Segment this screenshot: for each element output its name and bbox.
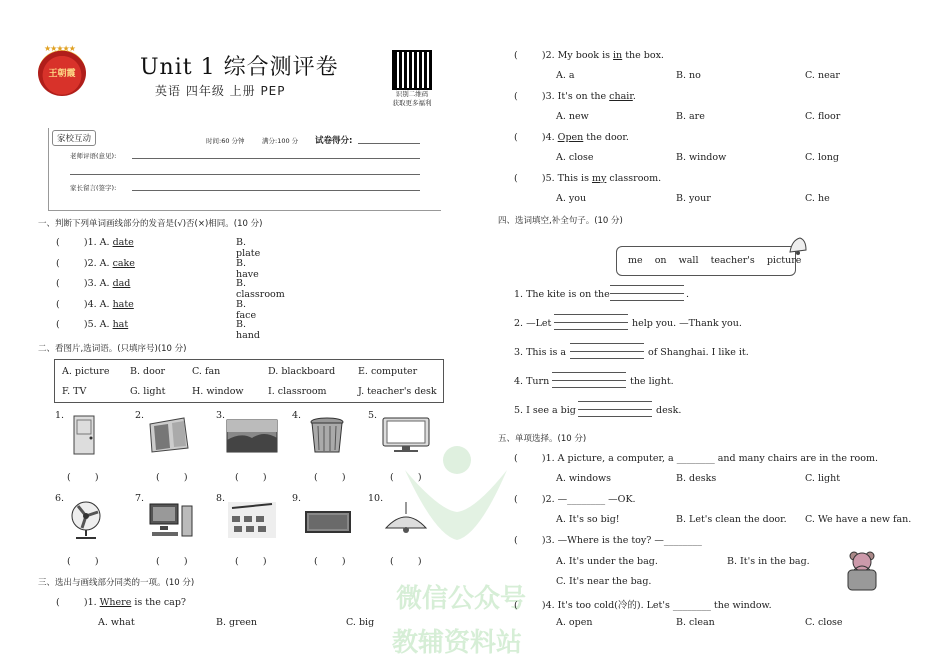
list-item xyxy=(56,298,257,321)
answer-line[interactable] xyxy=(552,387,626,388)
picture-number: 4. xyxy=(292,410,302,421)
word-a: date xyxy=(112,237,134,248)
section3-q1 xyxy=(56,597,186,608)
option-c: C. floor xyxy=(805,111,841,122)
logo-text: 王朝霞 xyxy=(48,69,76,79)
section1-list xyxy=(56,237,285,341)
word-b: B. hand xyxy=(236,319,260,341)
word-bank-item: H. window xyxy=(192,386,244,397)
picture-number: 8. xyxy=(216,493,226,504)
item-number: ( )4. A. xyxy=(56,298,113,310)
section1-heading: 一、判断下列单词画线部分的发音是(√)否(×)相同。(10 分) xyxy=(38,219,263,229)
sentence-start: 2. —Let xyxy=(514,318,552,329)
brand-logo xyxy=(38,44,86,96)
sentence-end: the light. xyxy=(630,376,674,387)
word-bank-words: me on wall teacher's picture xyxy=(628,255,802,266)
option-a: A. new xyxy=(556,111,589,122)
underlined-word: in xyxy=(613,50,623,61)
fan-icon xyxy=(66,498,112,536)
page-subtitle: 英语 四年级 上册 PEP xyxy=(155,84,286,98)
tv-icon xyxy=(380,414,426,452)
question-text: is the cap? xyxy=(131,597,187,608)
mc-question: ( )3. —Where is the toy? —________ xyxy=(514,535,702,546)
word-a: cake xyxy=(112,257,135,269)
option-a: A. It's under the bag. xyxy=(556,556,658,567)
word-a: hate xyxy=(112,298,134,310)
section2-heading: 二、看图片,选词语。(只填序号)(10 分) xyxy=(38,344,187,354)
word-bank-item: J. teacher's desk xyxy=(358,386,437,397)
option-b: B. Let's clean the door. xyxy=(676,514,787,525)
parent-message-field[interactable] xyxy=(132,190,420,191)
watermark-text-2: 教辅资料站 xyxy=(392,628,523,658)
option-b: B. clean xyxy=(676,617,715,628)
word-bank-item: A. picture xyxy=(62,366,110,377)
qr-caption-line-2: 获取更多福利 xyxy=(392,99,432,107)
item-number: ( )1. A. xyxy=(56,237,113,248)
blackboard-icon xyxy=(304,508,350,546)
question-text: ( )3. It's on the xyxy=(514,91,610,102)
underlined-word: Open xyxy=(557,132,584,143)
word-bank-item: E. computer xyxy=(358,366,418,377)
answer-line[interactable] xyxy=(570,358,644,359)
word-bank-item: G. light xyxy=(130,386,166,397)
stars-icon: ★★★★★ xyxy=(44,44,75,53)
window-icon xyxy=(144,414,190,452)
blank-mid xyxy=(578,409,652,410)
picture-number: 1. xyxy=(55,410,65,421)
question-text: ( )2. My book is xyxy=(514,50,613,61)
computer-icon xyxy=(148,500,194,538)
qr-caption xyxy=(384,90,440,108)
answer-blank[interactable]: ( ) xyxy=(390,556,422,567)
option-c: C. It's near the bag. xyxy=(556,576,652,587)
teacher-comment-field-2[interactable] xyxy=(70,174,420,175)
mc-question: ( )4. It's too cold(冷的). Let's ________ the window. xyxy=(514,600,772,611)
word-bank-item: D. blackboard xyxy=(268,366,336,377)
fill-item xyxy=(514,376,814,387)
picture-number: 9. xyxy=(292,493,302,504)
full-score-label: 满分:100 分 xyxy=(262,137,299,145)
word-b: B. plate xyxy=(236,237,261,259)
blank-mid xyxy=(610,293,684,294)
blank-mid xyxy=(552,380,626,381)
section3-q4 xyxy=(514,132,629,143)
option-a: A. a xyxy=(556,70,575,81)
option-b: B. your xyxy=(676,193,711,204)
blank-mid xyxy=(570,351,644,352)
fill-item xyxy=(514,347,814,358)
question-text: the door. xyxy=(583,132,629,143)
sentence-start: 3. This is a xyxy=(514,347,567,358)
option-b: B. desks xyxy=(676,473,717,484)
option-c: C. long xyxy=(805,152,839,163)
item-number: ( )3. A. xyxy=(56,278,113,289)
home-school-label: 家校互动 xyxy=(52,130,96,146)
section3-q3 xyxy=(514,91,636,102)
list-item xyxy=(56,319,260,341)
word-b: B. classroom xyxy=(236,278,285,300)
mc-question: ( )2. —________ —OK. xyxy=(514,494,636,505)
answer-blank[interactable]: ( ) xyxy=(156,472,188,483)
blank-top xyxy=(570,343,644,344)
blank-top xyxy=(552,372,626,373)
option-b: B. It's in the bag. xyxy=(727,556,810,567)
trash-can-icon xyxy=(304,414,350,452)
sentence-start: 1. The kite is on the xyxy=(514,289,610,300)
mc-question: ( )1. A picture, a computer, a ________ and many chairs are in the room. xyxy=(514,453,878,464)
picture-number: 3. xyxy=(216,410,226,421)
time-label: 时间:60 分钟 xyxy=(206,137,245,145)
picture-number: 6. xyxy=(55,493,65,504)
picture-number: 5. xyxy=(368,410,378,421)
score-label: 试卷得分: xyxy=(315,136,353,146)
answer-blank[interactable]: ( ) xyxy=(235,556,267,567)
answer-line[interactable] xyxy=(554,329,628,330)
watermark-text-1: 微信公众号 xyxy=(396,584,527,614)
picture-number: 10. xyxy=(368,493,384,504)
answer-blank[interactable]: ( ) xyxy=(314,556,346,567)
question-text: . xyxy=(632,91,636,102)
list-item xyxy=(56,257,259,280)
question-text: ( )4. xyxy=(514,132,558,143)
door-icon xyxy=(64,414,110,452)
question-text: classroom. xyxy=(606,173,662,184)
answer-blank[interactable]: ( ) xyxy=(235,472,267,483)
fill-item xyxy=(514,318,814,329)
fill-item xyxy=(514,289,814,300)
option-b: B. are xyxy=(676,111,705,122)
bell-icon xyxy=(786,234,810,256)
word-bank-item: F. TV xyxy=(62,386,87,397)
option-a: A. what xyxy=(98,617,135,628)
teacher-comment-field[interactable] xyxy=(132,158,420,159)
option-c: C. near xyxy=(805,70,840,81)
list-item xyxy=(56,237,261,259)
word-a: hat xyxy=(112,319,129,330)
sentence-end: desk. xyxy=(656,405,682,416)
option-b: B. green xyxy=(216,617,258,628)
teacher-comment-label: 老师评语(意见): xyxy=(70,152,117,160)
word-bank-item: C. fan xyxy=(192,366,221,377)
word-b: B. face xyxy=(236,298,257,321)
option-c: C. light xyxy=(805,473,841,484)
section3-q2 xyxy=(514,50,664,61)
blank-top xyxy=(578,401,652,402)
sentence-start: 5. I see a big xyxy=(514,405,576,416)
item-number: ( )5. A. xyxy=(56,319,113,330)
answer-blank[interactable]: ( ) xyxy=(390,472,422,483)
option-c: C. We have a new fan. xyxy=(805,514,912,525)
picture-number: 2. xyxy=(135,410,145,421)
word-b: B. have xyxy=(236,257,259,280)
blank-top xyxy=(610,285,684,286)
underlined-word: my xyxy=(591,173,607,184)
underlined-word: Where xyxy=(99,597,132,608)
list-item xyxy=(56,278,285,300)
answer-blank[interactable]: ( ) xyxy=(314,472,346,483)
option-c: C. big xyxy=(346,617,375,628)
sentence-end: help you. —Thank you. xyxy=(632,318,742,329)
fill-item xyxy=(514,405,814,416)
blank-top xyxy=(554,314,628,315)
sentence-end: . xyxy=(686,289,690,300)
sentence-end: of Shanghai. I like it. xyxy=(648,347,749,358)
option-c: C. he xyxy=(805,193,830,204)
classroom-icon xyxy=(226,498,272,536)
option-a: A. close xyxy=(556,152,594,163)
parent-message-label: 家长留言(签字): xyxy=(70,184,117,192)
picture-number: 7. xyxy=(135,493,145,504)
blank-mid xyxy=(554,322,628,323)
question-text: ( )1. xyxy=(56,597,100,608)
option-a: A. you xyxy=(556,193,587,204)
option-c: C. close xyxy=(805,617,843,628)
qr-caption-line-1: 识别二维码 xyxy=(395,90,429,98)
qr-code-icon[interactable] xyxy=(392,50,432,90)
option-a: A. open xyxy=(556,617,593,628)
answer-blank[interactable]: ( ) xyxy=(67,556,99,567)
item-number: ( )2. A. xyxy=(56,257,113,269)
sentence-start: 4. Turn xyxy=(514,376,550,387)
underlined-word: chair xyxy=(609,91,633,102)
page-title: Unit 1 综合测评卷 xyxy=(140,55,339,80)
light-icon xyxy=(380,500,426,538)
word-bank-item: I. classroom xyxy=(268,386,327,397)
word-a: dad xyxy=(112,278,131,289)
answer-blank[interactable]: ( ) xyxy=(67,472,99,483)
section5-heading: 五、单项选择。(10 分) xyxy=(498,434,587,444)
option-b: B. no xyxy=(676,70,701,81)
teddy-bear-bag-icon xyxy=(840,546,884,592)
picture-icon xyxy=(226,418,272,456)
option-a: A. windows xyxy=(556,473,611,484)
word-bank-item: B. door xyxy=(130,366,166,377)
question-text: the box. xyxy=(622,50,664,61)
answer-line[interactable] xyxy=(578,416,652,417)
option-b: B. window xyxy=(676,152,727,163)
section3-heading: 三、选出与画线部分同类的一项。(10 分) xyxy=(38,578,195,588)
answer-line[interactable] xyxy=(610,300,684,301)
score-field[interactable] xyxy=(358,143,420,144)
option-a: A. It's so big! xyxy=(556,514,620,525)
section4-heading: 四、选词填空,补全句子。(10 分) xyxy=(498,216,623,226)
answer-blank[interactable]: ( ) xyxy=(156,556,188,567)
question-text: ( )5. This is xyxy=(514,173,592,184)
section3-q5 xyxy=(514,173,661,184)
